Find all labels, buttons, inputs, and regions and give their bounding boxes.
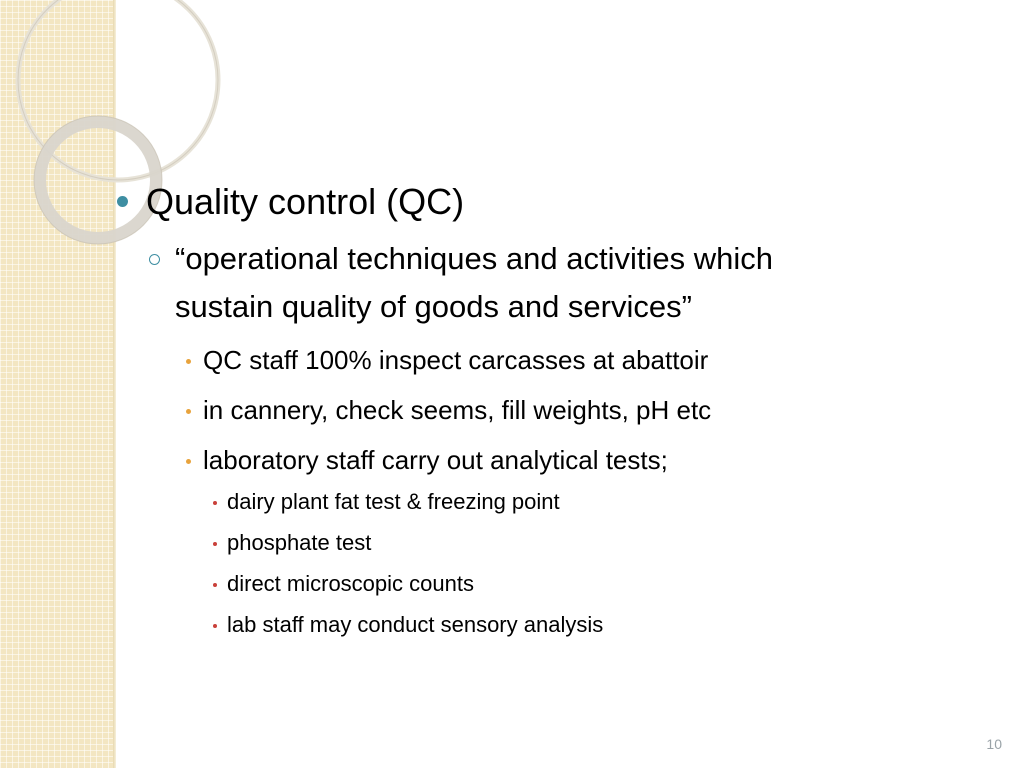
- level2-bullet: [149, 254, 160, 265]
- sub-point-bullet: [213, 542, 217, 546]
- point-bullet: [186, 459, 191, 464]
- definition-line-2: sustain quality of goods and services”: [175, 289, 692, 324]
- slide-number: 10: [986, 736, 1002, 752]
- point-item: QC staff 100% inspect carcasses at abattoir: [203, 345, 709, 375]
- definition-line-1: “operational techniques and activities which: [175, 241, 773, 276]
- sub-point-item: phosphate test: [227, 530, 372, 555]
- point-bullet: [186, 359, 191, 364]
- point-item: laboratory staff carry out analytical tests;: [203, 445, 668, 475]
- slide-heading: Quality control (QC): [146, 181, 465, 222]
- sub-point-item: lab staff may conduct sensory analysis: [227, 612, 604, 637]
- level1-bullet: [117, 196, 128, 207]
- point-item: in cannery, check seems, fill weights, pH etc: [203, 395, 712, 425]
- sub-point-item: direct microscopic counts: [227, 571, 474, 596]
- sub-point-bullet: [213, 501, 217, 505]
- sub-point-bullet: [213, 624, 217, 628]
- sub-point-bullet: [213, 583, 217, 587]
- sub-point-item: dairy plant fat test & freezing point: [227, 489, 560, 514]
- point-bullet: [186, 409, 191, 414]
